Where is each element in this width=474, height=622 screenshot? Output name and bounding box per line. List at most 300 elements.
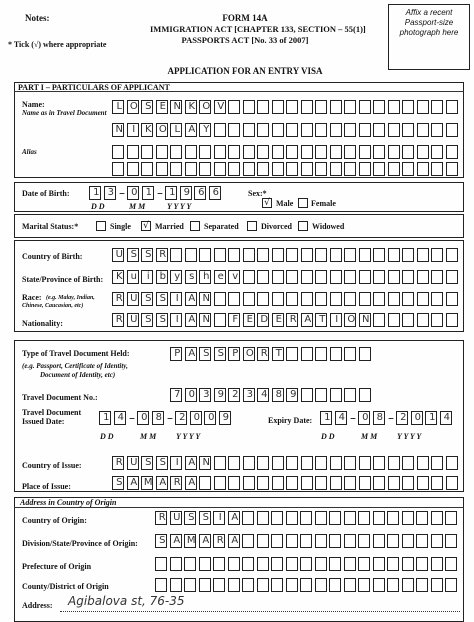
photo-placeholder: Affix a recent Passport-size photograph here [388, 4, 470, 70]
char-box[interactable] [416, 557, 428, 571]
char-box[interactable] [272, 456, 284, 470]
issued-year-value [175, 411, 233, 425]
char-box[interactable] [388, 456, 400, 470]
char-box[interactable] [431, 313, 443, 327]
char-box[interactable] [214, 476, 226, 490]
char-box[interactable] [359, 388, 371, 402]
char-box[interactable] [388, 145, 400, 159]
handwritten-char: 8 [376, 412, 383, 423]
char-box[interactable] [431, 534, 443, 548]
char-box[interactable] [315, 476, 327, 490]
char-box[interactable] [344, 248, 356, 262]
char-box[interactable] [359, 270, 371, 284]
char-box[interactable] [417, 292, 429, 306]
char-box[interactable] [330, 248, 342, 262]
char-box[interactable] [417, 248, 429, 262]
char-box[interactable] [446, 145, 458, 159]
address-value[interactable]: Agibalova st, 76-35 [68, 594, 185, 608]
char-box[interactable] [359, 456, 371, 470]
char-box[interactable] [170, 557, 182, 571]
char-box[interactable] [344, 100, 356, 114]
char-box[interactable] [388, 162, 400, 176]
char-box[interactable] [446, 248, 458, 262]
char-box[interactable] [358, 557, 370, 571]
char-box[interactable] [373, 123, 385, 137]
char-box[interactable] [127, 162, 139, 176]
char-box[interactable] [257, 248, 269, 262]
char-box[interactable] [301, 388, 313, 402]
char-box[interactable] [373, 511, 385, 525]
char-box[interactable] [330, 270, 342, 284]
char-box[interactable] [373, 578, 385, 592]
handwritten-char: 9 [183, 187, 190, 198]
char-box[interactable] [402, 557, 414, 571]
char-box[interactable] [315, 100, 327, 114]
char-box[interactable] [243, 292, 255, 306]
char-box[interactable] [431, 511, 443, 525]
separated-checkbox[interactable] [190, 221, 200, 231]
char-box[interactable] [141, 162, 153, 176]
char-box[interactable] [243, 123, 255, 137]
origin-divider [14, 507, 464, 508]
char-box[interactable] [344, 123, 356, 137]
char-box[interactable] [300, 557, 312, 571]
char-box[interactable] [286, 347, 298, 361]
handwritten-char: S [145, 293, 152, 304]
char-box[interactable] [286, 123, 298, 137]
char-box[interactable] [315, 270, 327, 284]
char-box[interactable] [286, 534, 298, 548]
handwritten-char: 4 [261, 389, 268, 400]
char-box[interactable] [214, 162, 226, 176]
char-box[interactable] [228, 557, 240, 571]
issued-yyyy-legend: Y Y Y Y [176, 432, 201, 441]
char-box[interactable] [301, 476, 313, 490]
handwritten-char: 0 [414, 412, 421, 423]
char-box[interactable] [431, 123, 443, 137]
char-box[interactable] [127, 145, 139, 159]
handwritten-char: U [173, 512, 181, 523]
char-box[interactable] [315, 162, 327, 176]
char-box[interactable] [315, 292, 327, 306]
char-box[interactable] [228, 456, 240, 470]
single-checkbox[interactable] [96, 221, 106, 231]
char-box[interactable] [155, 578, 167, 592]
char-box[interactable] [445, 534, 457, 548]
char-box[interactable] [387, 578, 399, 592]
char-box[interactable] [228, 292, 240, 306]
char-box[interactable] [301, 145, 313, 159]
char-box[interactable] [286, 456, 298, 470]
char-box[interactable] [402, 123, 414, 137]
char-box[interactable] [329, 578, 341, 592]
char-box[interactable] [242, 511, 254, 525]
char-box[interactable] [315, 145, 327, 159]
char-box[interactable] [214, 145, 226, 159]
char-box[interactable] [344, 270, 356, 284]
char-box[interactable] [431, 292, 443, 306]
char-box[interactable] [402, 145, 414, 159]
divorced-checkbox[interactable] [247, 221, 257, 231]
char-box[interactable] [445, 578, 457, 592]
char-box[interactable] [330, 100, 342, 114]
char-box[interactable] [373, 313, 385, 327]
char-box[interactable] [243, 270, 255, 284]
char-box[interactable] [257, 123, 269, 137]
char-box[interactable] [315, 388, 327, 402]
char-box[interactable] [329, 511, 341, 525]
char-box[interactable] [359, 123, 371, 137]
char-box[interactable] [301, 270, 313, 284]
char-box[interactable] [431, 145, 443, 159]
char-box[interactable] [431, 578, 443, 592]
char-box[interactable] [388, 248, 400, 262]
char-box[interactable] [373, 162, 385, 176]
char-box[interactable] [286, 557, 298, 571]
char-box[interactable] [402, 270, 414, 284]
char-box[interactable] [359, 145, 371, 159]
char-box[interactable] [272, 162, 284, 176]
char-box[interactable] [373, 456, 385, 470]
char-box[interactable] [214, 292, 226, 306]
char-box[interactable] [402, 511, 414, 525]
char-box[interactable] [184, 557, 196, 571]
county-boxes[interactable] [155, 578, 460, 592]
issued-day-value [99, 411, 128, 425]
part1-heading: PART I – PARTICULARS OF APPLICANT [18, 83, 170, 92]
char-box[interactable] [446, 270, 458, 284]
char-box[interactable] [228, 248, 240, 262]
char-box[interactable] [271, 557, 283, 571]
char-box[interactable] [373, 248, 385, 262]
char-box[interactable] [315, 347, 327, 361]
char-box[interactable] [358, 534, 370, 548]
char-box[interactable] [243, 162, 255, 176]
char-box[interactable] [417, 476, 429, 490]
char-box[interactable] [272, 476, 284, 490]
char-box[interactable] [301, 162, 313, 176]
char-box[interactable] [184, 578, 196, 592]
char-box[interactable] [446, 476, 458, 490]
char-box[interactable] [286, 270, 298, 284]
alias-line1-boxes[interactable] [112, 145, 460, 159]
char-box[interactable] [272, 270, 284, 284]
char-box[interactable] [446, 100, 458, 114]
char-box[interactable] [185, 145, 197, 159]
char-box[interactable] [330, 123, 342, 137]
char-box[interactable] [373, 557, 385, 571]
char-box[interactable] [257, 100, 269, 114]
char-box[interactable] [257, 456, 269, 470]
char-box[interactable] [112, 145, 124, 159]
char-box[interactable] [300, 534, 312, 548]
char-box[interactable] [185, 162, 197, 176]
char-box[interactable] [214, 123, 226, 137]
char-box[interactable] [344, 476, 356, 490]
handwritten-char: R [260, 348, 268, 359]
char-box[interactable] [359, 248, 371, 262]
char-box[interactable] [242, 534, 254, 548]
char-box[interactable] [330, 456, 342, 470]
char-box[interactable] [344, 557, 356, 571]
char-box[interactable] [344, 292, 356, 306]
char-box[interactable] [402, 162, 414, 176]
char-box[interactable] [228, 578, 240, 592]
char-box[interactable] [213, 557, 225, 571]
char-box[interactable] [257, 145, 269, 159]
char-box[interactable] [417, 100, 429, 114]
married-checkbox[interactable]: √ [141, 221, 151, 231]
char-box[interactable] [344, 456, 356, 470]
char-box[interactable] [446, 313, 458, 327]
handwritten-char: M [186, 535, 196, 546]
char-box[interactable] [257, 270, 269, 284]
char-box[interactable] [228, 162, 240, 176]
handwritten-char: 9 [217, 389, 224, 400]
char-box[interactable] [446, 456, 458, 470]
char-box[interactable] [301, 123, 313, 137]
char-box[interactable] [359, 347, 371, 361]
handwritten-char: e [217, 271, 224, 282]
char-box[interactable] [214, 456, 226, 470]
handwritten-char: D [260, 314, 269, 325]
char-box[interactable] [242, 557, 254, 571]
char-box[interactable] [358, 578, 370, 592]
char-box[interactable] [416, 534, 428, 548]
char-box[interactable] [286, 476, 298, 490]
char-box[interactable] [156, 162, 168, 176]
female-checkbox[interactable] [298, 198, 308, 208]
char-box[interactable] [315, 456, 327, 470]
widowed-checkbox[interactable] [298, 221, 308, 231]
char-box[interactable] [330, 162, 342, 176]
char-box[interactable] [315, 511, 327, 525]
char-box[interactable] [286, 145, 298, 159]
char-box[interactable] [257, 557, 269, 571]
char-box[interactable] [431, 456, 443, 470]
char-box[interactable] [402, 578, 414, 592]
expiry-month-value [358, 411, 387, 425]
prefecture-boxes[interactable] [155, 557, 460, 571]
char-box[interactable] [170, 145, 182, 159]
char-box[interactable] [257, 292, 269, 306]
char-box[interactable] [257, 511, 269, 525]
char-box[interactable] [286, 100, 298, 114]
place-issue-value [112, 476, 199, 490]
char-box[interactable] [330, 388, 342, 402]
char-box[interactable] [431, 162, 443, 176]
char-box[interactable] [446, 162, 458, 176]
char-box[interactable] [388, 123, 400, 137]
char-box[interactable] [301, 100, 313, 114]
char-box[interactable] [359, 162, 371, 176]
char-box[interactable] [446, 292, 458, 306]
char-box[interactable] [301, 248, 313, 262]
char-box[interactable] [416, 578, 428, 592]
char-box[interactable] [373, 145, 385, 159]
char-box[interactable] [199, 476, 211, 490]
char-box[interactable] [388, 313, 400, 327]
char-box[interactable] [387, 534, 399, 548]
char-box[interactable] [286, 248, 298, 262]
char-box[interactable] [344, 145, 356, 159]
char-box[interactable] [431, 557, 443, 571]
handwritten-char: E [159, 101, 166, 112]
char-box[interactable] [387, 511, 399, 525]
char-box[interactable] [402, 313, 414, 327]
char-box[interactable] [417, 456, 429, 470]
char-box[interactable] [373, 534, 385, 548]
char-box[interactable] [387, 557, 399, 571]
char-box[interactable] [272, 292, 284, 306]
char-box[interactable] [373, 476, 385, 490]
char-box[interactable] [330, 476, 342, 490]
char-box[interactable] [330, 145, 342, 159]
char-box[interactable] [243, 145, 255, 159]
char-box[interactable] [417, 162, 429, 176]
char-box[interactable] [199, 248, 211, 262]
char-box[interactable] [344, 162, 356, 176]
single-label: Single [110, 222, 131, 231]
char-box[interactable] [402, 100, 414, 114]
char-box[interactable] [446, 123, 458, 137]
handwritten-char: R [115, 314, 123, 325]
char-box[interactable] [358, 511, 370, 525]
char-box[interactable] [373, 270, 385, 284]
char-box[interactable] [445, 557, 457, 571]
handwritten-char: S [145, 101, 152, 112]
char-box[interactable] [243, 100, 255, 114]
char-box[interactable] [388, 270, 400, 284]
char-box[interactable] [271, 534, 283, 548]
char-box[interactable] [272, 100, 284, 114]
char-box[interactable] [155, 557, 167, 571]
char-box[interactable] [388, 292, 400, 306]
handwritten-char: 9 [290, 389, 297, 400]
char-box[interactable] [300, 511, 312, 525]
alias-line2-boxes[interactable] [112, 162, 460, 176]
char-box[interactable] [416, 511, 428, 525]
char-box[interactable] [330, 347, 342, 361]
char-box[interactable] [272, 123, 284, 137]
char-box[interactable] [214, 248, 226, 262]
char-box[interactable] [243, 476, 255, 490]
char-box[interactable] [243, 456, 255, 470]
char-box[interactable] [170, 162, 182, 176]
char-box[interactable] [344, 388, 356, 402]
char-box[interactable] [445, 511, 457, 525]
male-label: Male [276, 199, 294, 208]
char-box[interactable] [300, 578, 312, 592]
char-box[interactable] [141, 145, 153, 159]
char-box[interactable] [431, 476, 443, 490]
char-box[interactable] [417, 270, 429, 284]
char-box[interactable] [257, 476, 269, 490]
char-box[interactable] [402, 534, 414, 548]
char-box[interactable] [199, 145, 211, 159]
char-box[interactable] [344, 511, 356, 525]
char-box[interactable] [359, 292, 371, 306]
char-box[interactable] [185, 248, 197, 262]
country-issue-label: Country of Issue: [22, 461, 82, 470]
handwritten-char: A [130, 477, 138, 488]
char-box[interactable] [156, 145, 168, 159]
char-box[interactable] [431, 270, 443, 284]
char-box[interactable] [228, 100, 240, 114]
char-box[interactable] [329, 534, 341, 548]
char-box[interactable] [417, 123, 429, 137]
char-box[interactable] [301, 292, 313, 306]
address-line [60, 611, 460, 612]
char-box[interactable] [272, 145, 284, 159]
char-box[interactable] [402, 476, 414, 490]
char-box[interactable] [373, 100, 385, 114]
char-box[interactable] [243, 248, 255, 262]
char-box[interactable] [271, 511, 283, 525]
char-box[interactable] [112, 162, 124, 176]
char-box[interactable] [315, 578, 327, 592]
char-box[interactable] [228, 145, 240, 159]
char-box[interactable] [170, 578, 182, 592]
char-box[interactable] [417, 313, 429, 327]
char-box[interactable] [315, 248, 327, 262]
char-box[interactable] [315, 534, 327, 548]
char-box[interactable] [329, 557, 341, 571]
char-box[interactable] [170, 248, 182, 262]
char-box[interactable] [199, 162, 211, 176]
char-box[interactable] [388, 100, 400, 114]
char-box[interactable] [199, 578, 211, 592]
handwritten-char: O [202, 101, 211, 112]
origin-country-value [155, 511, 242, 525]
char-box[interactable] [286, 162, 298, 176]
male-checkbox[interactable]: √ [262, 198, 272, 208]
char-box[interactable] [301, 347, 313, 361]
char-box[interactable] [271, 578, 283, 592]
char-box[interactable] [272, 248, 284, 262]
char-box[interactable] [402, 456, 414, 470]
char-box[interactable] [431, 100, 443, 114]
char-box[interactable] [330, 292, 342, 306]
char-box[interactable] [199, 557, 211, 571]
handwritten-char: N [202, 293, 210, 304]
char-box[interactable] [315, 557, 327, 571]
char-box[interactable] [402, 292, 414, 306]
char-box[interactable] [344, 578, 356, 592]
char-box[interactable] [402, 248, 414, 262]
char-box[interactable] [344, 534, 356, 548]
char-box[interactable] [286, 292, 298, 306]
char-box[interactable] [257, 534, 269, 548]
char-box[interactable] [301, 456, 313, 470]
char-box[interactable] [431, 248, 443, 262]
char-box[interactable] [315, 123, 327, 137]
char-box[interactable] [257, 162, 269, 176]
char-box[interactable] [286, 511, 298, 525]
char-box[interactable] [213, 578, 225, 592]
char-box[interactable] [359, 476, 371, 490]
char-box[interactable] [286, 578, 298, 592]
char-box[interactable] [257, 578, 269, 592]
char-box[interactable] [344, 347, 356, 361]
char-box[interactable] [359, 100, 371, 114]
char-box[interactable] [242, 578, 254, 592]
char-box[interactable] [373, 292, 385, 306]
char-box[interactable] [417, 145, 429, 159]
char-box[interactable] [388, 476, 400, 490]
char-box[interactable] [228, 476, 240, 490]
char-box[interactable] [228, 123, 240, 137]
